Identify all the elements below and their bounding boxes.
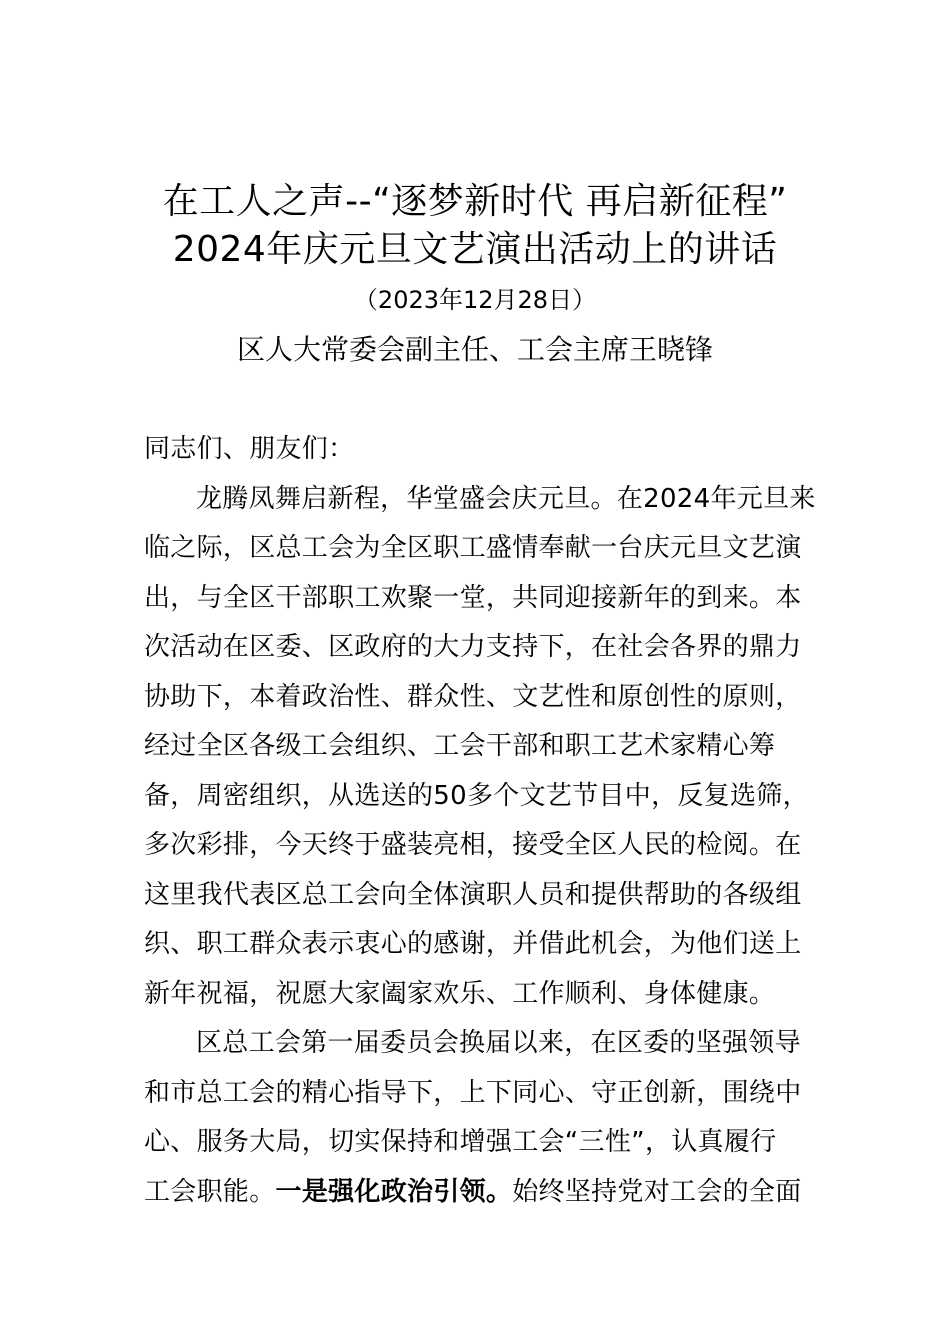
bold-emphasis-heading: 一是强化政治引领。 [275, 1176, 513, 1207]
document-body [144, 425, 814, 1217]
paragraph-1-line: 龙腾凤舞启新程，华堂盛会庆元旦。在2024年元旦来 [196, 483, 816, 514]
paragraph-2-line-last [144, 1168, 814, 1218]
paragraph-2-line: 心、服务大局，切实保持和增强工会“三性”，认真履行 [144, 1127, 777, 1157]
document-title-line-2: 2024年庆元旦文艺演出活动上的讲话 [172, 229, 778, 270]
paragraph-1-line: 多次彩排，今天终于盛装亮相，接受全区人民的检阅。在 [144, 830, 802, 860]
salutation: 同志们、朋友们： [144, 434, 355, 464]
paragraph-1-line: 出，与全区干部职工欢聚一堂，共同迎接新年的到来。本 [144, 582, 802, 613]
paragraph-2-line: 区总工会第一届委员会换届以来，在区委的坚强领导 [196, 1028, 801, 1058]
paragraph-1-line: 备，周密组织，从选送的50多个文艺节目中，反复选筛， [144, 780, 809, 811]
paragraph-1-line: 这里我代表区总工会向全体演职人员和提供帮助的各级组 [144, 879, 802, 910]
paragraph-2-text: 工会职能。 [144, 1176, 276, 1207]
paragraph-1-line: 次活动在区委、区政府的大力支持下，在社会各界的鼎力 [144, 632, 802, 662]
paragraph-1-line: 经过全区各级工会组织、工会干部和职工艺术家精心筹 [144, 731, 776, 761]
paragraph-1-line: 临之际，区总工会为全区职工盛情奉献一台庆元旦文艺演 [144, 533, 802, 563]
speech-date: （2023年12月28日） [353, 286, 597, 314]
speaker-name: 区人大常委会副主任、工会主席王晓锋 [236, 333, 713, 366]
document-title-line-1: 在工人之声--“逐梦新时代 再启新征程” [162, 181, 788, 222]
paragraph-2-text: 始终坚持党对工会的全面 [512, 1176, 802, 1207]
paragraph-2-line: 和市总工会的精心指导下，上下同心、守正创新，围绕中 [144, 1077, 802, 1108]
paragraph-1-line: 新年祝福，祝愿大家阖家欢乐、工作顺利、身体健康。 [144, 978, 776, 1009]
paragraph-1-line: 协助下，本着政治性、群众性、文艺性和原创性的原则， [144, 681, 802, 712]
paragraph-1-line: 织、职工群众表示衷心的感谢，并借此机会，为他们送上 [144, 929, 802, 959]
